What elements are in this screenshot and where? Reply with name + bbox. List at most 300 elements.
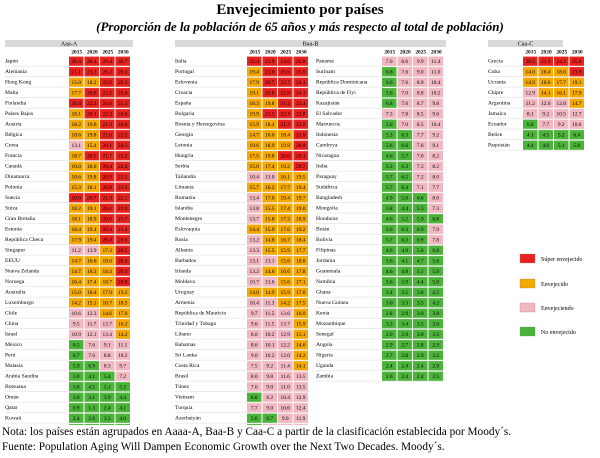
value-label: 18.3 — [249, 100, 259, 107]
value-label: 11.4 — [280, 363, 290, 370]
value-label: 19.8 — [265, 100, 275, 107]
value-label: 21.4 — [118, 226, 128, 233]
country-label: Surinam — [316, 69, 335, 76]
value-label: 6.3 — [401, 132, 409, 139]
value-label: 8.0 — [250, 331, 258, 338]
value-label: 19.6 — [249, 142, 259, 149]
country-label: Australia — [5, 289, 26, 296]
value-label: 24.6 — [280, 58, 290, 65]
value-label: 11.1 — [118, 342, 128, 349]
value-label: 11.2 — [525, 100, 535, 107]
value-label: 2.4 — [401, 363, 409, 370]
value-label: 14.2 — [296, 352, 306, 359]
country-label: República Dominicana — [316, 79, 368, 86]
value-label: 16.2 — [118, 321, 128, 328]
value-label: 9.7 — [250, 310, 258, 317]
country-label: Estonia — [5, 226, 22, 233]
value-label: 3.4 — [401, 321, 409, 328]
value-label: 19.7 — [296, 195, 306, 202]
value-label: 21.3 — [102, 121, 112, 128]
country-label: Panamá — [316, 58, 334, 65]
country-label: Senegal — [316, 331, 334, 338]
value-label: 5.9 — [432, 268, 440, 275]
value-label: 10.9 — [71, 331, 81, 338]
value-label: 19.4 — [87, 237, 97, 244]
value-label: 1.3 — [88, 405, 96, 412]
country-label: Marruecos — [316, 121, 340, 128]
value-label: 16.3 — [87, 268, 97, 275]
value-label: 15.0 — [71, 79, 81, 86]
value-label: 4.9 — [385, 195, 393, 202]
value-label: 15.0 — [249, 163, 259, 170]
country-label: Finlandia — [5, 100, 27, 107]
year-header: 2015 — [249, 49, 261, 56]
value-label: 15.4 — [87, 142, 97, 149]
value-label: 20.7 — [87, 195, 97, 202]
value-label: 9.0 — [266, 384, 274, 391]
value-label: 20.4 — [102, 237, 112, 244]
value-label: 5.1 — [416, 268, 424, 275]
country-label: Bangladesh — [316, 195, 343, 202]
country-label: Portugal — [175, 69, 194, 76]
year-header: 2015 — [384, 49, 396, 56]
value-label: 20.9 — [296, 142, 306, 149]
value-label: 2.8 — [401, 352, 409, 359]
value-label: 13.7 — [102, 321, 112, 328]
value-label: 3.0 — [416, 310, 424, 317]
value-label: 19.4 — [87, 226, 97, 233]
value-label: 16.1 — [556, 90, 566, 97]
value-label: 23.4 — [296, 100, 306, 107]
value-label: 11.3 — [265, 300, 275, 307]
value-label: 22.3 — [102, 111, 112, 118]
value-label: 18.0 — [296, 258, 306, 265]
value-label: 8.5 — [416, 111, 424, 118]
value-label: 6.3 — [401, 237, 409, 244]
value-label: 14.9 — [265, 289, 275, 296]
value-label: 7.2 — [119, 373, 127, 380]
value-label: 5.1 — [103, 384, 111, 391]
value-label: 5.0 — [432, 279, 440, 286]
value-label: 8.6 — [401, 58, 409, 65]
value-label: 11.4 — [431, 58, 441, 65]
value-label: 16.0 — [265, 132, 275, 139]
value-label: 23.1 — [87, 69, 97, 76]
value-label: 8.0 — [250, 373, 258, 380]
value-label: 14.8 — [265, 237, 275, 244]
value-label: 18.4 — [265, 121, 275, 128]
country-label: Eslovenia — [175, 79, 198, 86]
value-label: 18.2 — [87, 79, 97, 86]
value-label: 18.9 — [87, 216, 97, 223]
country-label: Mozambique — [316, 321, 346, 328]
value-label: 16.1 — [280, 174, 290, 181]
value-label: 16.7 — [102, 300, 112, 307]
value-label: 20.8 — [102, 184, 112, 191]
value-label: 15.6 — [280, 279, 290, 286]
value-label: 24.2 — [556, 58, 566, 65]
value-label: 23.2 — [118, 132, 128, 139]
country-label: Corea — [5, 142, 19, 149]
value-label: 5.1 — [557, 142, 565, 149]
value-label: 22.4 — [249, 58, 259, 65]
value-label: 9.1 — [103, 342, 111, 349]
country-label: Trinidad y Tobago — [175, 321, 217, 328]
country-label: Indonesia — [316, 132, 338, 139]
year-header: 2015 — [525, 49, 537, 56]
country-label: Guatemala — [316, 268, 341, 275]
country-label: Austria — [5, 121, 22, 128]
legend-label: Envejeciendo — [541, 306, 574, 312]
value-label: 4.1 — [88, 373, 96, 380]
value-label: 14.7 — [572, 100, 582, 107]
value-label: 12.0 — [280, 352, 290, 359]
country-label: República Checa — [5, 237, 44, 244]
year-header: 2025 — [280, 49, 292, 56]
value-label: 6.8 — [385, 69, 393, 76]
country-label: Paquistán — [488, 142, 510, 149]
value-label: 6.4 — [401, 184, 409, 191]
value-label: 22.7 — [280, 79, 290, 86]
legend-swatch — [520, 327, 535, 336]
country-label: Tailandia — [175, 174, 196, 181]
value-label: 17.7 — [71, 90, 81, 97]
value-label: 9.6 — [432, 111, 440, 118]
value-label: 13.5 — [296, 373, 306, 380]
value-label: 17.7 — [556, 79, 566, 86]
country-label: Canadá — [5, 163, 22, 170]
value-label: 26.4 — [71, 58, 81, 65]
value-label: 2.7 — [401, 342, 409, 349]
value-label: 3.0 — [72, 373, 80, 380]
value-label: 25.0 — [296, 69, 306, 76]
country-label: Moldava — [175, 279, 195, 286]
value-label: 20.5 — [87, 153, 97, 160]
value-label: 9.0 — [266, 405, 274, 412]
value-label: 8.0 — [432, 174, 440, 181]
value-label: 22.3 — [87, 100, 97, 107]
value-label: 3.3 — [385, 321, 393, 328]
value-label: 17.9 — [71, 237, 81, 244]
value-label: 22.4 — [118, 163, 128, 170]
value-label: 22.8 — [296, 111, 306, 118]
value-label: 17.3 — [280, 216, 290, 223]
country-label: China — [5, 321, 19, 328]
value-label: 11.7 — [87, 321, 97, 328]
value-label: 19.4 — [296, 184, 306, 191]
value-label: 7.7 — [542, 121, 550, 128]
value-label: 4.5 — [88, 384, 96, 391]
value-label: 22.1 — [118, 195, 128, 202]
country-label: Suiza — [5, 205, 18, 212]
value-label: 10.1 — [265, 342, 275, 349]
value-label: 20.0 — [280, 153, 290, 160]
value-label: 20.6 — [118, 237, 128, 244]
value-label: 3.3 — [432, 331, 440, 338]
value-label: 19.6 — [87, 121, 97, 128]
value-label: 19.4 — [280, 195, 290, 202]
value-label: 24.3 — [118, 142, 128, 149]
country-label: Bután — [316, 226, 330, 233]
value-label: 24.6 — [118, 111, 128, 118]
country-label: Chipre — [488, 90, 504, 97]
value-label: 5.3 — [385, 132, 393, 139]
value-label: 14.2 — [118, 331, 128, 338]
value-label: 4.4 — [119, 394, 127, 401]
value-label: 4.5 — [542, 132, 550, 139]
value-label: 2.4 — [385, 363, 393, 370]
value-label: 29.4 — [102, 58, 112, 65]
country-label: Cambyya — [316, 142, 338, 149]
value-label: 6.3 — [401, 163, 409, 170]
value-label: 20.5 — [118, 247, 128, 254]
value-label: 9.2 — [266, 363, 274, 370]
value-label: 3.9 — [103, 394, 111, 401]
value-label: 10.4 — [249, 300, 259, 307]
value-label: 2.7 — [385, 352, 393, 359]
value-label: 17.4 — [265, 163, 275, 170]
value-label: 5.3 — [385, 163, 393, 170]
value-label: 26.8 — [296, 58, 306, 65]
value-label: 4.6 — [385, 268, 393, 275]
country-label: Gran Bretaña — [5, 216, 35, 223]
value-label: 16.6 — [541, 79, 551, 86]
value-label: 2.4 — [416, 363, 424, 370]
value-label: 12.9 — [280, 331, 290, 338]
value-cell — [69, 424, 84, 425]
value-label: 3.6 — [385, 279, 393, 286]
country-label: México — [5, 342, 23, 349]
value-label: 8.2 — [432, 163, 440, 170]
value-label: 13.7 — [249, 216, 259, 223]
value-label: 13.5 — [296, 384, 306, 391]
country-label: Arabia Saudita — [5, 373, 39, 380]
value-label: 26.2 — [102, 69, 112, 76]
value-label: 22.4 — [280, 111, 290, 118]
value-label: 12.9 — [296, 394, 306, 401]
value-label: 3.1 — [88, 394, 96, 401]
country-label: Nueva Zelanda — [5, 268, 40, 275]
value-label: 20.5 — [525, 58, 535, 65]
country-label: Angola — [316, 342, 333, 349]
value-label: 18.1 — [71, 216, 81, 223]
value-label: 7.7 — [432, 184, 440, 191]
country-label: Nueva Guinea — [316, 300, 349, 307]
group-header-label: Aaa-A — [60, 40, 78, 48]
value-label: 18.6 — [71, 132, 81, 139]
country-label: Bosnia y Herzegovina — [175, 121, 225, 128]
value-label: 18.1 — [71, 111, 81, 118]
value-label: 15.0 — [71, 289, 81, 296]
value-label: 13.2 — [249, 237, 259, 244]
country-label: Chile — [5, 310, 18, 317]
value-label: 6.6 — [385, 79, 393, 86]
value-label: 12.8 — [556, 100, 566, 107]
value-label: 29.1 — [118, 69, 128, 76]
value-label: 5.3 — [416, 205, 424, 212]
value-label: 6.7 — [72, 352, 80, 359]
value-label: 11.0 — [280, 384, 290, 391]
value-label: 20.1 — [296, 153, 306, 160]
value-label: 9.5 — [72, 321, 80, 328]
country-label: Singapur — [5, 247, 26, 254]
value-label: 13.3 — [249, 247, 259, 254]
country-label: Montenegro — [175, 216, 203, 223]
value-label: 5.7 — [401, 153, 409, 160]
value-cell — [116, 424, 131, 425]
value-label: 6.4 — [573, 132, 581, 139]
value-label: 15.6 — [280, 258, 290, 265]
value-label: 17.6 — [280, 226, 290, 233]
value-label: 19.1 — [87, 205, 97, 212]
value-label: 3.5 — [416, 300, 424, 307]
value-label: 23.2 — [118, 153, 128, 160]
country-label: Sri Lanka — [175, 352, 197, 359]
value-label: 19.0 — [296, 205, 306, 212]
country-label: Hungría — [175, 153, 194, 160]
value-label: 17.7 — [280, 184, 290, 191]
value-label: 10.2 — [431, 90, 441, 97]
value-label: 2.4 — [401, 373, 409, 380]
country-label: Omán — [5, 394, 19, 401]
value-label: 7.6 — [401, 79, 409, 86]
value-label: 4.6 — [385, 153, 393, 160]
value-label: 7.0 — [401, 121, 409, 128]
value-label: 20.1 — [102, 142, 112, 149]
value-label: 17.5 — [249, 153, 259, 160]
country-label: Jamaica — [488, 111, 507, 118]
value-label: 8.2 — [432, 153, 440, 160]
value-label: 5.2 — [557, 132, 565, 139]
value-label: 20.4 — [102, 226, 112, 233]
value-label: 8.3 — [103, 363, 111, 370]
value-label: 3.4 — [385, 289, 393, 296]
value-label: 15.9 — [265, 226, 275, 233]
country-label: Zambia — [316, 373, 334, 380]
value-label: 5.6 — [416, 247, 424, 254]
value-label: 18.4 — [296, 237, 306, 244]
value-label: 14.6 — [102, 310, 112, 317]
value-label: 7.6 — [385, 58, 393, 65]
country-label: Israel — [5, 331, 18, 338]
value-label: 24.1 — [296, 90, 306, 97]
value-label: 20.0 — [102, 216, 112, 223]
value-label: 17.9 — [249, 79, 259, 86]
legend-swatch — [520, 279, 535, 288]
value-label: 18.9 — [265, 142, 275, 149]
value-label: 10.7 — [249, 279, 259, 286]
country-label: Azerbaiyán — [175, 415, 201, 422]
value-label: 6.6 — [401, 142, 409, 149]
value-label: 10.4 — [249, 174, 259, 181]
value-label: 6.9 — [416, 226, 424, 233]
value-label: 11.9 — [296, 415, 306, 422]
value-label: 12.1 — [87, 331, 97, 338]
country-label: Serbia — [175, 163, 190, 170]
value-label: 15.5 — [265, 205, 275, 212]
value-label: 20.3 — [118, 258, 128, 265]
country-label: Suecia — [5, 195, 20, 202]
value-label: 5.8 — [573, 142, 581, 149]
value-label: 18.0 — [87, 163, 97, 170]
value-label: 19.2 — [280, 163, 290, 170]
value-label: 23.6 — [280, 69, 290, 76]
value-label: 16.0 — [296, 310, 306, 317]
value-label: 17.0 — [296, 289, 306, 296]
value-label: 7.6 — [401, 69, 409, 76]
value-label: 17.5 — [296, 300, 306, 307]
value-label: 22.9 — [296, 121, 306, 128]
value-label: 11.5 — [265, 321, 275, 328]
country-label: Irlanda — [175, 268, 191, 275]
value-label: 5.6 — [432, 258, 440, 265]
value-label: 13.6 — [280, 310, 290, 317]
country-label: Bulgaria — [175, 111, 195, 118]
country-label: Barbados — [175, 258, 197, 265]
value-label: 23.2 — [102, 90, 112, 97]
value-label: 19.9 — [280, 142, 290, 149]
value-label: 9.0 — [250, 352, 258, 359]
value-label: 24.6 — [118, 121, 128, 128]
legend-label: Súper envejecido — [541, 257, 583, 263]
value-label: 18.7 — [102, 279, 112, 286]
country-label: República de Mauricio — [175, 310, 227, 317]
value-cell — [278, 424, 293, 425]
country-label: Grecia — [488, 58, 503, 65]
value-label: 17.4 — [87, 279, 97, 286]
country-label: Eslovaquia — [175, 226, 200, 233]
value-cell — [247, 424, 262, 425]
value-label: 12.4 — [296, 405, 306, 412]
year-header: 2030 — [295, 49, 307, 56]
value-label: 8.8 — [103, 352, 111, 359]
value-label: 4.4 — [526, 142, 534, 149]
value-label: 10.6 — [572, 121, 582, 128]
value-label: 20.7 — [296, 163, 306, 170]
value-label: 21.9 — [541, 58, 551, 65]
country-label: Francia — [5, 153, 22, 160]
value-label: 18.4 — [102, 268, 112, 275]
year-header: 2020 — [399, 49, 411, 56]
value-label: 4.0 — [119, 415, 127, 422]
value-label: 16.4 — [71, 279, 81, 286]
value-label: 5.6 — [385, 121, 393, 128]
value-label: 6.8 — [432, 216, 440, 223]
value-label: 7.6 — [401, 100, 409, 107]
value-label: 13.4 — [249, 195, 259, 202]
country-label: Kuwait — [5, 415, 22, 422]
value-label: 17.9 — [572, 90, 582, 97]
value-label: 2.9 — [432, 342, 440, 349]
year-header: 2025 — [102, 49, 114, 56]
value-label: 5.2 — [401, 216, 409, 223]
value-label: 10.4 — [431, 79, 441, 86]
value-label: 7.6 — [416, 142, 424, 149]
value-label: 5.7 — [385, 174, 393, 181]
value-label: 9.8 — [432, 100, 440, 107]
value-label: 17.8 — [296, 268, 306, 275]
value-label: 21.3 — [118, 184, 128, 191]
country-label: República de Fiyi — [316, 90, 356, 97]
value-label: 14.6 — [296, 342, 306, 349]
value-label: 21.7 — [118, 216, 128, 223]
value-label: 5.6 — [385, 226, 393, 233]
value-label: 10.6 — [280, 405, 290, 412]
value-label: 21.1 — [71, 69, 81, 76]
country-label: Turquía — [175, 405, 193, 412]
value-label: 2.9 — [401, 331, 409, 338]
value-label: 4.1 — [526, 132, 534, 139]
